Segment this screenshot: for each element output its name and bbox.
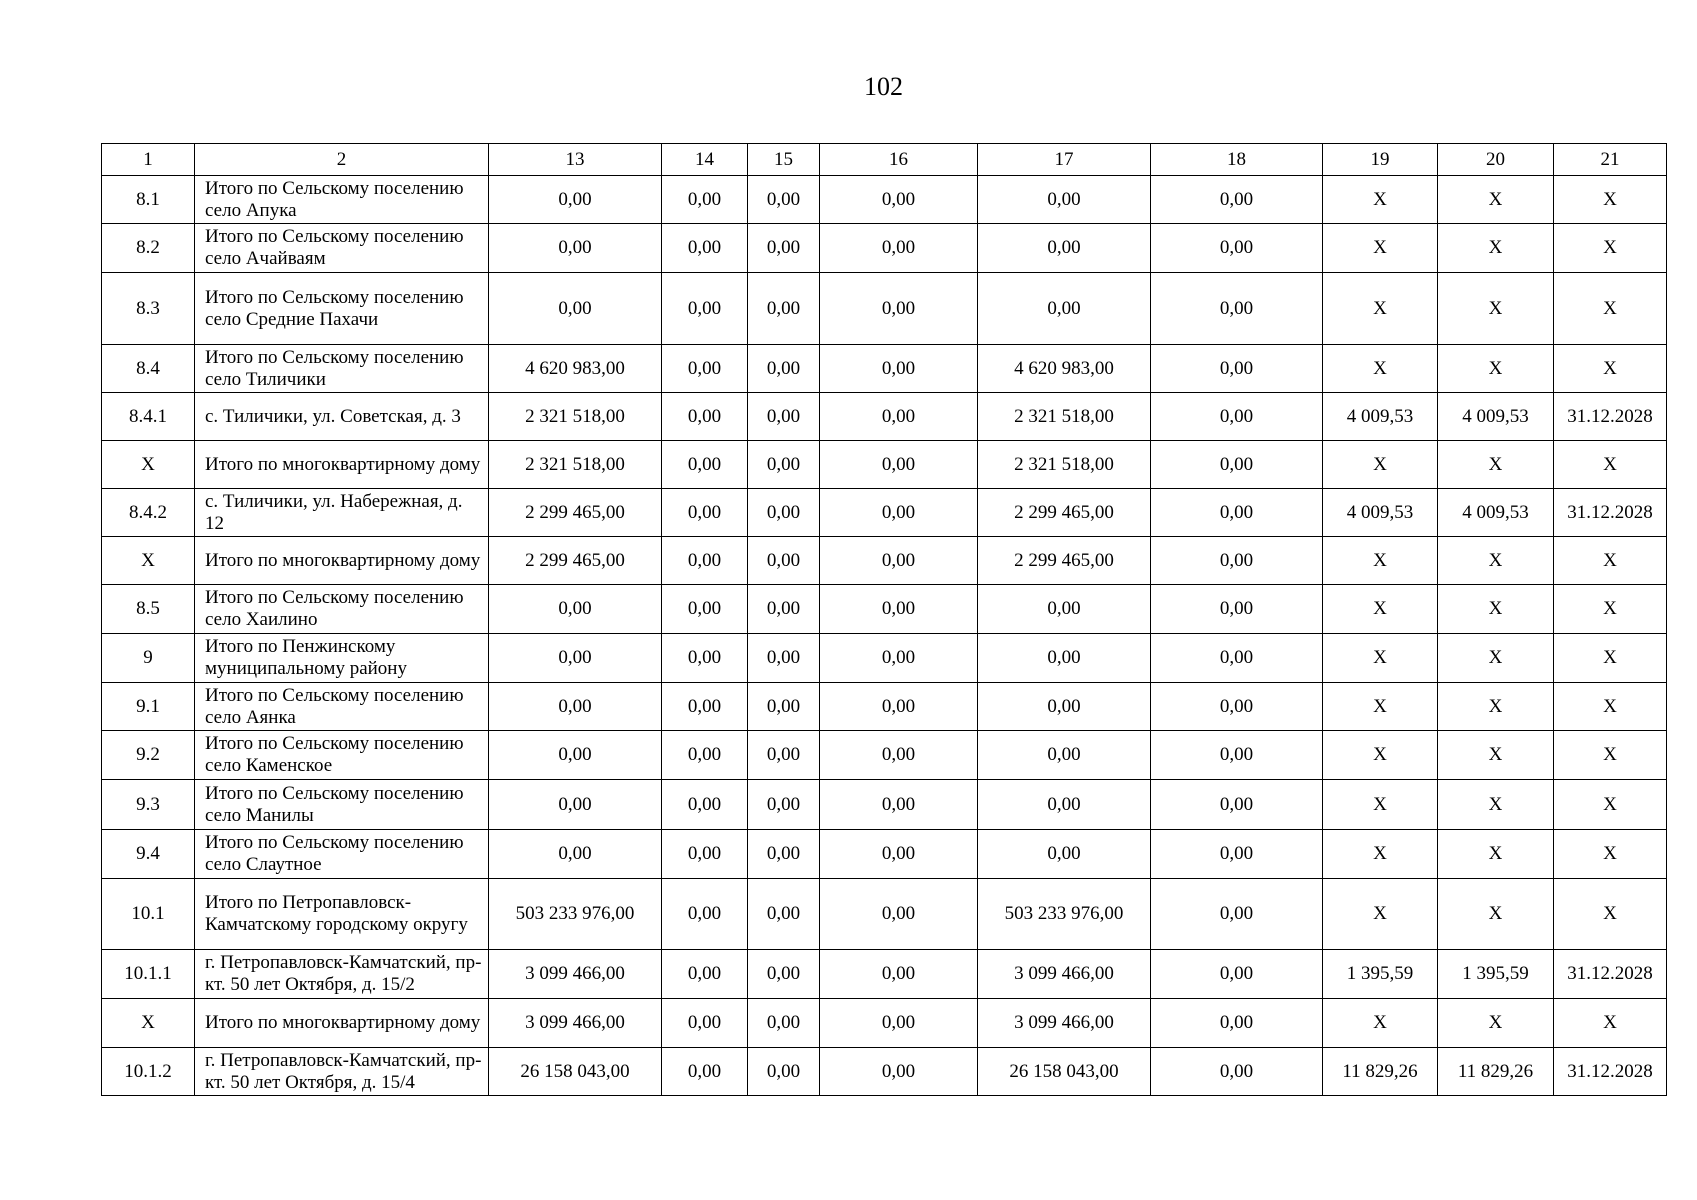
value-cell: X	[1554, 634, 1667, 683]
value-cell: 0,00	[662, 489, 748, 537]
value-cell: 4 009,53	[1438, 393, 1554, 441]
value-cell: 0,00	[1151, 634, 1323, 683]
value-cell: X	[1554, 683, 1667, 731]
row-number-cell: 8.4.1	[102, 393, 195, 441]
row-name-cell: Итого по многоквартирному дому	[195, 441, 489, 489]
value-cell: 0,00	[748, 879, 820, 950]
value-cell: 0,00	[978, 830, 1151, 879]
value-cell: 4 620 983,00	[978, 345, 1151, 393]
value-cell: 0,00	[662, 176, 748, 224]
value-cell: X	[1438, 585, 1554, 634]
row-number-cell: 10.1.2	[102, 1048, 195, 1096]
value-cell: 0,00	[978, 176, 1151, 224]
row-number-cell: 8.3	[102, 273, 195, 345]
row-number-cell: 10.1.1	[102, 950, 195, 999]
value-cell: X	[1323, 830, 1438, 879]
table-row	[102, 537, 1667, 585]
row-number-cell: 9	[102, 634, 195, 683]
value-cell: 0,00	[820, 634, 978, 683]
value-cell: X	[1323, 683, 1438, 731]
table-row	[102, 585, 1667, 634]
value-cell: 0,00	[662, 731, 748, 780]
table-row	[102, 999, 1667, 1048]
value-cell: 0,00	[748, 489, 820, 537]
value-cell: 0,00	[820, 879, 978, 950]
table-row	[102, 273, 1667, 345]
row-name-cell: Итого по Сельскому поселению село Хаилино	[195, 585, 489, 634]
value-cell: 0,00	[1151, 780, 1323, 830]
value-cell: 4 620 983,00	[489, 345, 662, 393]
value-cell: X	[1323, 345, 1438, 393]
value-cell: 0,00	[748, 999, 820, 1048]
value-cell: 0,00	[748, 176, 820, 224]
row-name-cell: г. Петропавловск-Камчатский, пр-кт. 50 лет Октября, д. 15/2	[195, 950, 489, 999]
row-name-cell: с. Тиличики, ул. Набережная, д. 12	[195, 489, 489, 537]
value-cell: 0,00	[1151, 999, 1323, 1048]
column-header: 19	[1323, 144, 1438, 176]
value-cell: 4 009,53	[1323, 393, 1438, 441]
column-header: 20	[1438, 144, 1554, 176]
value-cell: 11 829,26	[1438, 1048, 1554, 1096]
value-cell: X	[1323, 999, 1438, 1048]
value-cell: 0,00	[662, 683, 748, 731]
value-cell: X	[1323, 731, 1438, 780]
value-cell: X	[1438, 999, 1554, 1048]
row-number-cell: X	[102, 999, 195, 1048]
value-cell: 31.12.2028	[1554, 1048, 1667, 1096]
value-cell: X	[1554, 345, 1667, 393]
page-number: 102	[864, 72, 903, 101]
value-cell: X	[1554, 224, 1667, 273]
row-name-cell: Итого по Сельскому поселению село Манилы	[195, 780, 489, 830]
value-cell: 0,00	[820, 393, 978, 441]
value-cell: X	[1438, 537, 1554, 585]
row-name-cell: Итого по Сельскому поселению село Апука	[195, 176, 489, 224]
value-cell: 0,00	[662, 585, 748, 634]
value-cell: 0,00	[489, 176, 662, 224]
value-cell: 2 321 518,00	[978, 441, 1151, 489]
value-cell: 2 299 465,00	[978, 489, 1151, 537]
value-cell: 0,00	[748, 830, 820, 879]
table-row	[102, 634, 1667, 683]
value-cell: X	[1438, 224, 1554, 273]
column-header: 14	[662, 144, 748, 176]
value-cell: 0,00	[748, 1048, 820, 1096]
value-cell: X	[1438, 176, 1554, 224]
value-cell: 0,00	[978, 585, 1151, 634]
value-cell: 503 233 976,00	[489, 879, 662, 950]
value-cell: X	[1323, 634, 1438, 683]
value-cell: 0,00	[748, 585, 820, 634]
table-row	[102, 345, 1667, 393]
table-row	[102, 950, 1667, 999]
value-cell: 0,00	[1151, 537, 1323, 585]
value-cell: X	[1323, 273, 1438, 345]
value-cell: 1 395,59	[1438, 950, 1554, 999]
value-cell: X	[1323, 441, 1438, 489]
table-row	[102, 683, 1667, 731]
table-body	[102, 176, 1667, 1096]
value-cell: 2 321 518,00	[978, 393, 1151, 441]
value-cell: 0,00	[820, 345, 978, 393]
value-cell: 0,00	[978, 683, 1151, 731]
value-cell: 0,00	[1151, 393, 1323, 441]
table-row	[102, 176, 1667, 224]
value-cell: 0,00	[1151, 441, 1323, 489]
value-cell: X	[1438, 634, 1554, 683]
value-cell: X	[1438, 780, 1554, 830]
value-cell: 0,00	[748, 273, 820, 345]
table-row	[102, 879, 1667, 950]
value-cell: X	[1554, 176, 1667, 224]
value-cell: 0,00	[748, 441, 820, 489]
value-cell: X	[1554, 879, 1667, 950]
value-cell: 26 158 043,00	[978, 1048, 1151, 1096]
row-number-cell: 8.4	[102, 345, 195, 393]
value-cell: 26 158 043,00	[489, 1048, 662, 1096]
value-cell: 0,00	[1151, 273, 1323, 345]
value-cell: 0,00	[662, 441, 748, 489]
value-cell: 0,00	[1151, 830, 1323, 879]
value-cell: 0,00	[662, 273, 748, 345]
value-cell: 0,00	[662, 224, 748, 273]
value-cell: 0,00	[748, 683, 820, 731]
row-name-cell: г. Петропавловск-Камчатский, пр-кт. 50 лет Октября, д. 15/4	[195, 1048, 489, 1096]
value-cell: 0,00	[489, 634, 662, 683]
row-number-cell: 8.1	[102, 176, 195, 224]
value-cell: X	[1554, 273, 1667, 345]
value-cell: 2 321 518,00	[489, 393, 662, 441]
value-cell: 0,00	[1151, 224, 1323, 273]
value-cell: 0,00	[1151, 585, 1323, 634]
value-cell: 0,00	[1151, 683, 1323, 731]
value-cell: 0,00	[748, 537, 820, 585]
value-cell: 0,00	[1151, 950, 1323, 999]
value-cell: 4 009,53	[1323, 489, 1438, 537]
value-cell: X	[1438, 830, 1554, 879]
value-cell: 0,00	[662, 879, 748, 950]
column-header: 2	[195, 144, 489, 176]
column-header: 1	[102, 144, 195, 176]
value-cell: 0,00	[662, 830, 748, 879]
value-cell: X	[1438, 879, 1554, 950]
value-cell: 0,00	[748, 780, 820, 830]
value-cell: X	[1554, 780, 1667, 830]
value-cell: X	[1438, 345, 1554, 393]
value-cell: 0,00	[662, 345, 748, 393]
row-name-cell: Итого по Сельскому поселению село Каменское	[195, 731, 489, 780]
value-cell: 0,00	[489, 224, 662, 273]
value-cell: 0,00	[820, 441, 978, 489]
value-cell: 0,00	[820, 176, 978, 224]
value-cell: 0,00	[662, 634, 748, 683]
column-header: 15	[748, 144, 820, 176]
row-name-cell: Итого по Сельскому поселению село Тиличики	[195, 345, 489, 393]
value-cell: 0,00	[978, 780, 1151, 830]
value-cell: 3 099 466,00	[978, 999, 1151, 1048]
value-cell: 0,00	[748, 950, 820, 999]
row-name-cell: Итого по многоквартирному дому	[195, 999, 489, 1048]
value-cell: X	[1438, 441, 1554, 489]
value-cell: X	[1438, 273, 1554, 345]
value-cell: 0,00	[820, 731, 978, 780]
value-cell: 0,00	[820, 585, 978, 634]
value-cell: 0,00	[489, 830, 662, 879]
table-row	[102, 780, 1667, 830]
value-cell: 0,00	[489, 731, 662, 780]
table-row	[102, 224, 1667, 273]
row-number-cell: 9.3	[102, 780, 195, 830]
table-row	[102, 731, 1667, 780]
value-cell: 0,00	[662, 999, 748, 1048]
value-cell: 0,00	[820, 999, 978, 1048]
row-number-cell: 8.5	[102, 585, 195, 634]
value-cell: 0,00	[1151, 1048, 1323, 1096]
table-row	[102, 1048, 1667, 1096]
value-cell: 31.12.2028	[1554, 489, 1667, 537]
value-cell: 0,00	[489, 273, 662, 345]
value-cell: 0,00	[978, 224, 1151, 273]
row-name-cell: Итого по Петропавловск-Камчатскому городскому округу	[195, 879, 489, 950]
value-cell: 0,00	[1151, 879, 1323, 950]
value-cell: 0,00	[978, 273, 1151, 345]
value-cell: 3 099 466,00	[489, 950, 662, 999]
value-cell: 0,00	[662, 950, 748, 999]
value-cell: 0,00	[748, 393, 820, 441]
value-cell: 0,00	[820, 224, 978, 273]
value-cell: X	[1438, 683, 1554, 731]
row-name-cell: Итого по Сельскому поселению село Ачайваям	[195, 224, 489, 273]
value-cell: 0,00	[1151, 345, 1323, 393]
value-cell: 0,00	[820, 683, 978, 731]
value-cell: 0,00	[748, 345, 820, 393]
row-name-cell: Итого по многоквартирному дому	[195, 537, 489, 585]
value-cell: 0,00	[662, 393, 748, 441]
row-number-cell: 9.2	[102, 731, 195, 780]
table-row	[102, 393, 1667, 441]
value-cell: 0,00	[978, 731, 1151, 780]
value-cell: 2 299 465,00	[978, 537, 1151, 585]
value-cell: 3 099 466,00	[978, 950, 1151, 999]
value-cell: X	[1323, 224, 1438, 273]
row-name-cell: Итого по Сельскому поселению село Слаутное	[195, 830, 489, 879]
value-cell: 0,00	[662, 537, 748, 585]
value-cell: 0,00	[1151, 176, 1323, 224]
value-cell: X	[1554, 585, 1667, 634]
column-header: 16	[820, 144, 978, 176]
row-number-cell: X	[102, 537, 195, 585]
value-cell: 31.12.2028	[1554, 393, 1667, 441]
value-cell: X	[1554, 537, 1667, 585]
value-cell: 4 009,53	[1438, 489, 1554, 537]
value-cell: 0,00	[662, 780, 748, 830]
row-number-cell: 8.4.2	[102, 489, 195, 537]
value-cell: X	[1323, 780, 1438, 830]
value-cell: X	[1554, 731, 1667, 780]
value-cell: X	[1323, 585, 1438, 634]
column-header: 13	[489, 144, 662, 176]
value-cell: 11 829,26	[1323, 1048, 1438, 1096]
row-number-cell: 9.1	[102, 683, 195, 731]
value-cell: 3 099 466,00	[489, 999, 662, 1048]
value-cell: 2 321 518,00	[489, 441, 662, 489]
value-cell: 0,00	[748, 224, 820, 273]
value-cell: 503 233 976,00	[978, 879, 1151, 950]
value-cell: 0,00	[820, 780, 978, 830]
value-cell: 31.12.2028	[1554, 950, 1667, 999]
value-cell: X	[1438, 731, 1554, 780]
row-number-cell: X	[102, 441, 195, 489]
table-row	[102, 441, 1667, 489]
column-header: 18	[1151, 144, 1323, 176]
value-cell: X	[1323, 176, 1438, 224]
data-table	[101, 143, 1667, 1096]
value-cell: 0,00	[489, 780, 662, 830]
value-cell: 0,00	[1151, 731, 1323, 780]
row-number-cell: 10.1	[102, 879, 195, 950]
header-row	[102, 144, 1667, 176]
value-cell: 0,00	[748, 731, 820, 780]
value-cell: 2 299 465,00	[489, 537, 662, 585]
value-cell: 0,00	[820, 950, 978, 999]
row-name-cell: Итого по Пенжинскому муниципальному району	[195, 634, 489, 683]
value-cell: 0,00	[489, 683, 662, 731]
row-name-cell: Итого по Сельскому поселению село Аянка	[195, 683, 489, 731]
value-cell: 0,00	[1151, 489, 1323, 537]
value-cell: 0,00	[820, 830, 978, 879]
value-cell: 0,00	[820, 1048, 978, 1096]
value-cell: X	[1323, 879, 1438, 950]
row-number-cell: 8.2	[102, 224, 195, 273]
value-cell: X	[1323, 537, 1438, 585]
table-row	[102, 489, 1667, 537]
value-cell: 1 395,59	[1323, 950, 1438, 999]
value-cell: 0,00	[820, 537, 978, 585]
value-cell: 0,00	[489, 585, 662, 634]
value-cell: 2 299 465,00	[489, 489, 662, 537]
value-cell: X	[1554, 830, 1667, 879]
value-cell: 0,00	[662, 1048, 748, 1096]
row-name-cell: с. Тиличики, ул. Советская, д. 3	[195, 393, 489, 441]
value-cell: 0,00	[820, 273, 978, 345]
value-cell: X	[1554, 441, 1667, 489]
value-cell: 0,00	[978, 634, 1151, 683]
value-cell: 0,00	[748, 634, 820, 683]
row-name-cell: Итого по Сельскому поселению село Средние Пахачи	[195, 273, 489, 345]
value-cell: X	[1554, 999, 1667, 1048]
table-row	[102, 830, 1667, 879]
row-number-cell: 9.4	[102, 830, 195, 879]
column-header: 17	[978, 144, 1151, 176]
column-header: 21	[1554, 144, 1667, 176]
value-cell: 0,00	[820, 489, 978, 537]
